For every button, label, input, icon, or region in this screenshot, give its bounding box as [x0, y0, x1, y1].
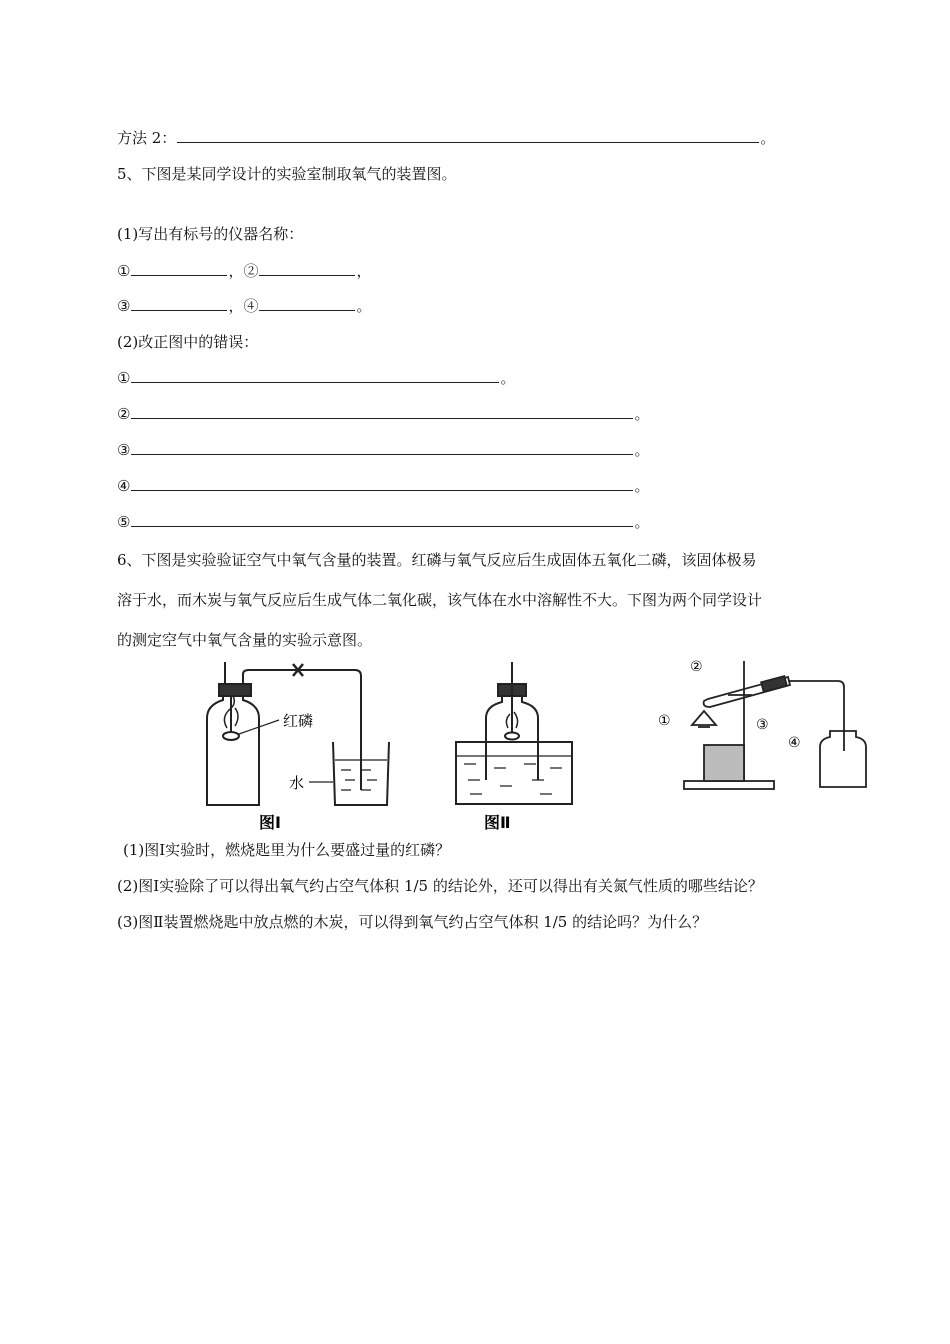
apparatus-diagram: [648, 655, 868, 795]
q5-fix-5: ⑤ 。: [117, 513, 650, 531]
q6-sub3: (3)图Ⅱ装置燃烧匙中放点燃的木炭，可以得到氧气约占空气体积 1/5 的结论吗？为什么？: [117, 913, 708, 931]
q6-sub1: (1)图Ⅰ实验时，燃烧匙里为什么要盛过量的红磷？: [123, 841, 451, 859]
q5-fix-4: ④ 。: [117, 477, 650, 495]
answer-blank[interactable]: [131, 261, 227, 276]
apparatus-label-2: ②: [690, 659, 703, 675]
answer-blank[interactable]: [131, 368, 499, 383]
fig1-caption: 图Ⅰ: [259, 813, 281, 832]
q5-fix-3: ③ 。: [117, 441, 650, 459]
apparatus-label-3: ③: [756, 717, 769, 733]
answer-blank[interactable]: [131, 512, 633, 527]
figure-2-diagram: [450, 660, 580, 835]
q5-part2: (2)改正图中的错误：: [117, 333, 259, 351]
method2-line: 方法 2： 。: [117, 129, 776, 147]
q6-line2: 溶于水，而木炭与氧气反应后生成气体二氧化碳，该气体在水中溶解性不大。下图为两个同学设计: [117, 591, 763, 609]
q6-line1: 6、下图是实验验证空气中氧气含量的装置。红磷与氧气反应后生成固体五氧化二磷，该固体极易: [117, 551, 757, 569]
q6-sub2: (2)图Ⅰ实验除了可以得出氧气约占空气体积 1/5 的结论外，还可以得出有关氮气性质的哪些结论？: [117, 877, 763, 895]
answer-blank[interactable]: [131, 476, 633, 491]
answer-blank[interactable]: [259, 261, 355, 276]
answer-blank[interactable]: [131, 440, 633, 455]
q5-part1: (1)写出有标号的仪器名称：: [117, 225, 304, 243]
answer-blank[interactable]: [131, 296, 227, 311]
q5-fix-1: ① 。: [117, 369, 516, 387]
method2-label: 方法 2：: [117, 129, 177, 147]
apparatus-label-1: ①: [658, 713, 671, 729]
fig1-label-water: 水: [289, 774, 305, 792]
answer-blank[interactable]: [177, 128, 759, 143]
fig2-caption: 图Ⅱ: [484, 813, 511, 832]
fig1-label-phosphorus: 红磷: [283, 712, 314, 730]
q5-fix-2: ② 。: [117, 405, 650, 423]
q6-line3: 的测定空气中氧气含量的实验示意图。: [117, 631, 373, 649]
apparatus-label-4: ④: [788, 735, 801, 751]
q5-names-row2: ③ ，④ 。: [117, 297, 372, 315]
q5-names-row1: ① ，② ，: [117, 262, 372, 280]
answer-blank[interactable]: [131, 404, 633, 419]
answer-blank[interactable]: [259, 296, 355, 311]
figure-1-diagram: [195, 660, 410, 835]
q5-stem: 5、下图是某同学设计的实验室制取氧气的装置图。: [117, 165, 457, 183]
